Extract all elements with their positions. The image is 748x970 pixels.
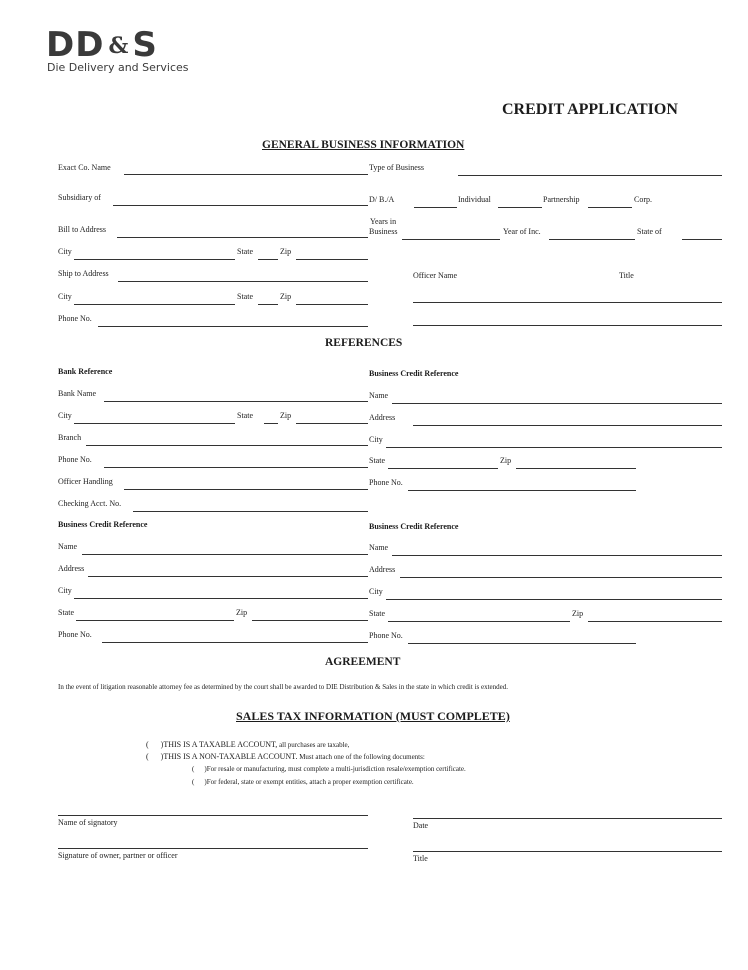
- officer-handling-field[interactable]: [124, 477, 368, 490]
- state-of-label: State of: [637, 227, 662, 236]
- business-credit-ref-2-heading: Business Credit Reference: [58, 520, 148, 529]
- bcr1-city-label: City: [369, 435, 383, 444]
- years-in-business-field[interactable]: [402, 227, 500, 240]
- bcr3-address-field[interactable]: [400, 565, 722, 578]
- partnership-label: Partnership: [543, 195, 580, 204]
- officer-row-2-field[interactable]: [413, 313, 722, 326]
- ship-state-label: State: [237, 292, 253, 301]
- taxable-checkbox-open[interactable]: (: [146, 740, 149, 749]
- bcr1-zip-label: Zip: [500, 456, 512, 465]
- bcr1-city-field[interactable]: [386, 435, 722, 448]
- officer-name-label: Officer Name: [413, 271, 458, 280]
- resale-option[interactable]: [192, 765, 466, 773]
- bank-state-field[interactable]: [264, 411, 278, 424]
- years-in-label: Years in: [370, 217, 397, 226]
- bcr1-zip-field[interactable]: [516, 456, 636, 469]
- federal-checkbox-open[interactable]: (: [192, 778, 195, 786]
- bcr3-address-label: Address: [369, 565, 396, 574]
- year-of-inc-field[interactable]: [549, 227, 635, 240]
- bill-to-address-label: Bill to Address: [58, 225, 107, 234]
- signer-title-field[interactable]: [413, 839, 722, 852]
- bill-state-label: State: [237, 247, 253, 256]
- bcr2-zip-label: Zip: [236, 608, 248, 617]
- bank-phone-label: Phone No.: [58, 455, 92, 464]
- bcr2-phone-label: Phone No.: [58, 630, 92, 639]
- bank-reference-heading: Bank Reference: [58, 367, 113, 376]
- resale-checkbox-close: ): [204, 765, 207, 773]
- bcr2-state-label: State: [58, 608, 74, 617]
- logo-ampersand: &: [108, 33, 129, 59]
- signature-field[interactable]: [58, 836, 368, 849]
- exact-co-name-field[interactable]: [124, 162, 368, 175]
- agreement-text: In the event of litigation reasonable attorney fee as determined by the court shall be awarded to DIE Distribution & Sales in the state in which credit is extended.: [58, 683, 508, 691]
- bcr3-name-field[interactable]: [392, 543, 722, 556]
- bcr1-name-label: Name: [369, 391, 389, 400]
- federal-checkbox-close: ): [204, 778, 207, 786]
- individual-partnership-blank[interactable]: [498, 195, 542, 208]
- state-of-field[interactable]: [682, 227, 722, 240]
- bcr3-city-field[interactable]: [386, 587, 722, 600]
- bcr1-name-field[interactable]: [392, 391, 722, 404]
- signer-title-label: Title: [413, 854, 428, 863]
- bcr3-state-label: State: [369, 609, 385, 618]
- general-business-heading: GENERAL BUSINESS INFORMATION: [262, 139, 465, 151]
- bcr2-name-label: Name: [58, 542, 78, 551]
- bank-state-label: State: [237, 411, 253, 420]
- bcr3-zip-label: Zip: [572, 609, 584, 618]
- bcr3-city-label: City: [369, 587, 383, 596]
- phone-no-field[interactable]: [98, 314, 368, 327]
- bcr1-state-label: State: [369, 456, 385, 465]
- bcr2-city-field[interactable]: [74, 586, 368, 599]
- federal-text: For federal, state or exempt entities, attach a proper exemption certificate.: [206, 778, 414, 786]
- date-label: Date: [413, 821, 429, 830]
- resale-text: For resale or manufacturing, must complete a multi-jurisdiction resale/exemption certificate.: [206, 765, 466, 773]
- business-credit-ref-3-heading: Business Credit Reference: [369, 522, 459, 531]
- non-taxable-checkbox-open[interactable]: (: [146, 752, 149, 761]
- bill-zip-field[interactable]: [296, 247, 368, 260]
- logo-letter-s: S: [132, 25, 158, 65]
- non-taxable-checkbox-close: ): [160, 752, 164, 761]
- signature-label: Signature of owner, partner or officer: [58, 851, 178, 860]
- ship-state-field[interactable]: [258, 292, 278, 305]
- corp-label: Corp.: [634, 195, 652, 204]
- bill-to-address-field[interactable]: [117, 225, 368, 238]
- company-logo: [46, 25, 158, 65]
- taxable-rest: all purchases are taxable,: [277, 741, 350, 749]
- dba-label: D/ B./A: [369, 195, 395, 204]
- bcr1-address-field[interactable]: [413, 413, 722, 426]
- ship-city-label: City: [58, 292, 72, 301]
- bank-zip-label: Zip: [280, 411, 292, 420]
- business-credit-ref-1-heading: Business Credit Reference: [369, 369, 459, 378]
- bank-city-label: City: [58, 411, 72, 420]
- bcr1-address-label: Address: [369, 413, 396, 422]
- individual-label: Individual: [458, 195, 491, 204]
- bank-branch-field[interactable]: [86, 433, 368, 446]
- bcr2-phone-field[interactable]: [102, 630, 368, 643]
- name-of-signatory-field[interactable]: [58, 803, 368, 816]
- bcr3-zip-field[interactable]: [588, 609, 722, 622]
- ship-to-address-label: Ship to Address: [58, 269, 109, 278]
- federal-option[interactable]: [192, 778, 414, 786]
- references-heading: REFERENCES: [325, 337, 403, 349]
- bcr2-address-label: Address: [58, 564, 85, 573]
- ship-zip-label: Zip: [280, 292, 292, 301]
- bcr3-phone-label: Phone No.: [369, 631, 403, 640]
- bank-zip-field[interactable]: [296, 411, 368, 424]
- ship-city-field[interactable]: [74, 292, 235, 305]
- name-of-signatory-label: Name of signatory: [58, 818, 118, 827]
- bill-zip-label: Zip: [280, 247, 292, 256]
- logo-letters-dd: DD: [46, 25, 105, 65]
- ship-zip-field[interactable]: [296, 292, 368, 305]
- officer-row-1-field[interactable]: [413, 290, 722, 303]
- bill-state-field[interactable]: [258, 247, 278, 260]
- bcr1-state-field[interactable]: [388, 456, 498, 469]
- bank-city-field[interactable]: [74, 411, 235, 424]
- type-of-business-label: Type of Business: [369, 163, 424, 172]
- subsidiary-of-field[interactable]: [113, 193, 368, 206]
- bcr3-phone-field[interactable]: [408, 631, 636, 644]
- taxable-option[interactable]: [146, 740, 349, 749]
- bill-city-field[interactable]: [74, 247, 235, 260]
- exact-co-name-label: Exact Co. Name: [58, 163, 111, 172]
- type-of-business-field[interactable]: [458, 163, 722, 176]
- taxable-caps: THIS IS A TAXABLE ACCOUNT,: [163, 740, 278, 749]
- bcr2-name-field[interactable]: [82, 542, 368, 555]
- dba-individual-blank[interactable]: [414, 195, 457, 208]
- sales-tax-heading: SALES TAX INFORMATION (MUST COMPLETE): [236, 709, 510, 723]
- non-taxable-caps: THIS IS A NON-TAXABLE ACCOUNT.: [163, 752, 298, 761]
- year-of-inc-label: Year of Inc.: [503, 227, 541, 236]
- phone-no-label: Phone No.: [58, 314, 92, 323]
- bcr3-state-field[interactable]: [388, 609, 570, 622]
- date-field[interactable]: [413, 806, 722, 819]
- bcr3-name-label: Name: [369, 543, 389, 552]
- checking-acct-label: Checking Acct. No.: [58, 499, 122, 508]
- agreement-heading: AGREEMENT: [325, 656, 401, 668]
- ship-to-address-field[interactable]: [118, 269, 368, 282]
- bank-name-label: Bank Name: [58, 389, 96, 398]
- page-title: CREDIT APPLICATION: [502, 101, 678, 118]
- partnership-corp-blank[interactable]: [588, 195, 632, 208]
- bank-name-field[interactable]: [104, 389, 368, 402]
- bcr2-zip-field[interactable]: [252, 608, 368, 621]
- logo-tagline: Die Delivery and Services: [47, 61, 189, 74]
- bcr2-city-label: City: [58, 586, 72, 595]
- bcr1-phone-field[interactable]: [408, 478, 636, 491]
- resale-checkbox-open[interactable]: (: [192, 765, 195, 773]
- taxable-checkbox-close: ): [160, 740, 164, 749]
- bank-phone-field[interactable]: [104, 455, 368, 468]
- bcr2-state-field[interactable]: [76, 608, 234, 621]
- officer-title-label: Title: [619, 271, 634, 280]
- officer-handling-label: Officer Handling: [58, 477, 113, 486]
- subsidiary-of-label: Subsidiary of: [58, 193, 101, 202]
- bcr1-phone-label: Phone No.: [369, 478, 403, 487]
- bank-branch-label: Branch: [58, 433, 82, 442]
- checking-acct-field[interactable]: [133, 499, 368, 512]
- business-label: Business: [369, 227, 398, 236]
- non-taxable-rest: Must attach one of the following documents:: [297, 753, 425, 761]
- bcr2-address-field[interactable]: [88, 564, 368, 577]
- non-taxable-option[interactable]: [146, 752, 425, 761]
- bill-city-label: City: [58, 247, 72, 256]
